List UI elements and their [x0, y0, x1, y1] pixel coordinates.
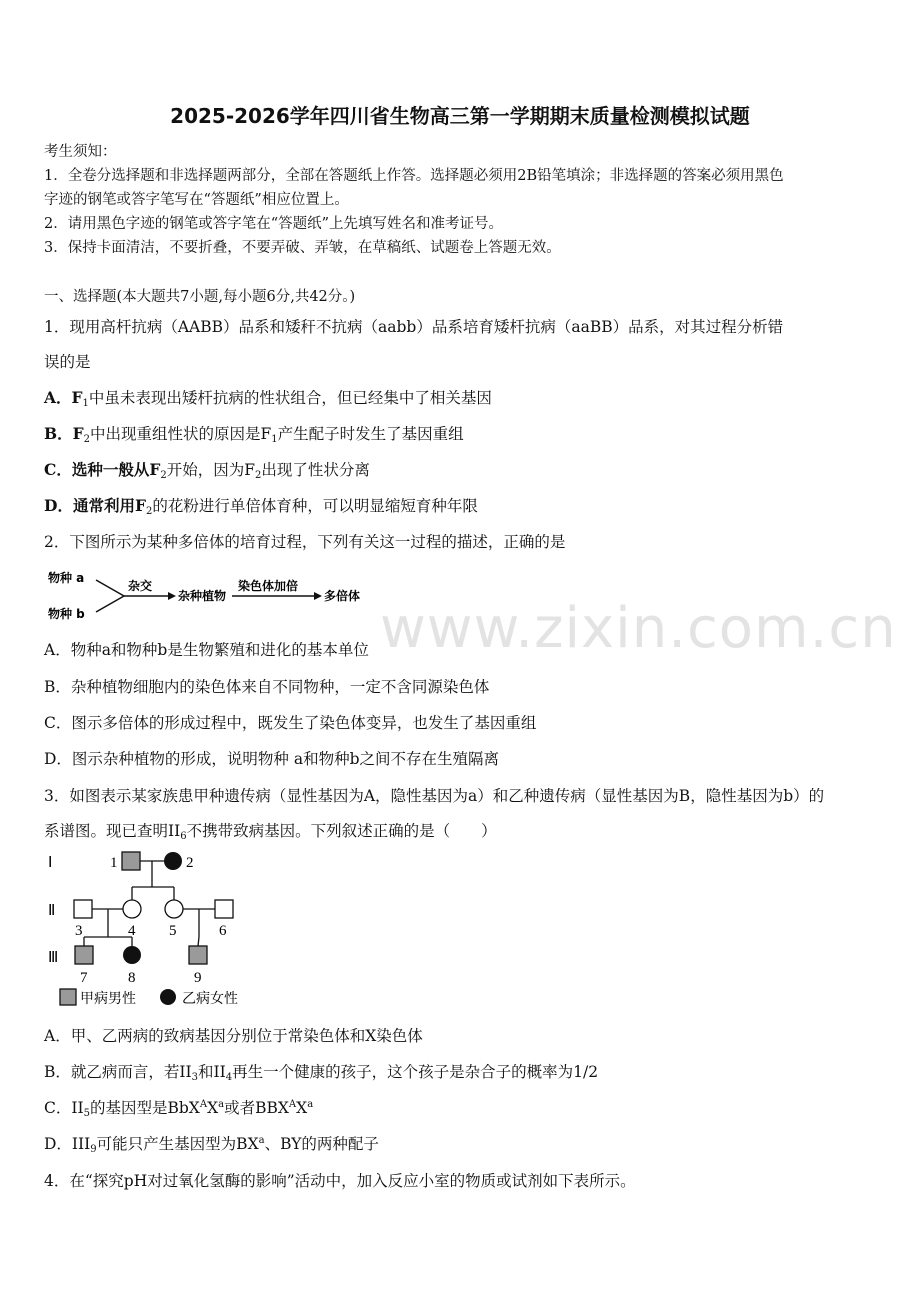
- q3-option-a: A．甲、乙两病的致病基因分别位于常染色体和X染色体: [44, 1027, 423, 1045]
- species-b-label: 物种 b: [48, 607, 85, 621]
- individual-number: 1: [110, 855, 118, 871]
- notice-item: 1．全卷分选择题和非选择题两部分，全部在答题纸上作答。选择题必须用2B铅笔填涂；非选择题的答案必须用黑色: [44, 168, 784, 184]
- q2-option-a: A．物种a和物种b是生物繁殖和进化的基本单位: [44, 641, 369, 659]
- q1-option-d: D．通常利用$F_2$的花粉进行单倍体育种，可以明显缩短育种年限: [44, 496, 478, 517]
- q1-stem: 误的是: [44, 353, 91, 371]
- section-heading: 一、选择题(本大题共7小题,每小题6分,共42分。): [44, 289, 356, 305]
- q2-option-c: C．图示多倍体的形成过程中，既发生了染色体变异，也发生了基因重组: [44, 714, 537, 732]
- q3-stem: 3．如图表示某家族患甲种遗传病（显性基因为A，隐性基因为a）和乙种遗传病（显性基因为B，隐性基因为b）的: [44, 787, 825, 805]
- legend-affected-male-label: 甲病男性: [80, 991, 136, 1007]
- notice-item: 字迹的钢笔或答字笔写在“答题纸”相应位置上。: [44, 192, 349, 208]
- q1-option-a: A．$F_1$中虽未表现出矮杆抗病的性状组合，但已经集中了相关基因: [44, 388, 492, 409]
- q2-option-b: B．杂种植物细胞内的染色体来自不同物种，一定不含同源染色体: [44, 678, 490, 696]
- individual-number: 8: [128, 970, 136, 986]
- q1-option-b: B．$F_2$中出现重组性状的原因是$F_1$产生配子时发生了基因重组: [44, 424, 464, 445]
- individual-number: 5: [169, 923, 177, 939]
- cross-label: 杂交: [128, 579, 153, 593]
- individual-number: 4: [128, 923, 136, 939]
- generation-II-label: Ⅱ: [48, 903, 56, 919]
- individual-III7: [75, 946, 93, 964]
- q3-option-b: B．就乙病而言，若$II_3$和$II_4$再生一个健康的孩子，这个孩子是杂合子的概率为1/2: [44, 1063, 599, 1083]
- individual-number: 3: [75, 923, 83, 939]
- q4-stem: 4．在“探究pH对过氧化氢酶的影响”活动中，加入反应小室的物质或试剂如下表所示。: [44, 1172, 636, 1190]
- q2-stem: 2．下图所示为某种多倍体的培育过程，下列有关这一过程的描述，正确的是: [44, 533, 566, 551]
- watermark: www.zixin.com.cn: [380, 596, 897, 661]
- q3-stem: 系谱图。现已查明$II_6$不携带致病基因。下列叙述正确的是（ ）: [44, 822, 497, 842]
- notice-item: 2．请用黑色字迹的钢笔或答字笔在“答题纸”上先填写姓名和准考证号。: [44, 216, 504, 232]
- legend-affected-male-icon: [60, 989, 76, 1005]
- individual-I1: [122, 852, 140, 870]
- page-title: 2025-2026学年四川省生物高三第一学期期末质量检测模拟试题: [170, 104, 750, 128]
- individual-number: 9: [194, 970, 202, 986]
- individual-number: 6: [219, 923, 227, 939]
- polyploid-label: 多倍体: [324, 589, 361, 603]
- individual-II6: [215, 900, 233, 918]
- individual-III9: [189, 946, 207, 964]
- notice-item: 3．保持卡面清洁，不要折叠，不要弄破、弄皱，在草稿纸、试题卷上答题无效。: [44, 240, 561, 256]
- generation-III-label: Ⅲ: [48, 950, 59, 966]
- legend-affected-female-label: 乙病女性: [182, 991, 238, 1007]
- individual-number: 7: [80, 970, 88, 986]
- individual-II4: [123, 900, 141, 918]
- legend-affected-female-icon: [160, 989, 176, 1005]
- species-a-label: 物种 a: [48, 571, 85, 585]
- q3-option-c: C．$II_5$的基因型是$BbX^AX^a$或者$BBX^AX^a$: [44, 1099, 314, 1119]
- q3-option-d: D．$III_9$可能只产生基因型为$BX^a$、BY的两种配子: [44, 1135, 379, 1155]
- notice-heading: 考生须知：: [44, 144, 117, 160]
- generation-I-label: Ⅰ: [48, 855, 53, 871]
- hybrid-label: 杂种植物: [178, 589, 227, 603]
- doubling-label: 染色体加倍: [238, 579, 299, 593]
- q1-option-c: C．选种一般从$F_2$开始，因为$F_2$出现了性状分离: [44, 460, 370, 481]
- individual-III8: [123, 946, 141, 964]
- q1-stem: 1．现用高杆抗病（AABB）品系和矮秆不抗病（aabb）品系培育矮杆抗病（aaBB）品系，对其过程分析错: [44, 318, 784, 336]
- individual-number: 2: [186, 855, 194, 871]
- individual-II5: [165, 900, 183, 918]
- polyploid-diagram: [44, 566, 384, 624]
- individual-I2: [164, 852, 182, 870]
- pedigree-chart: [44, 845, 274, 1015]
- q2-option-d: D．图示杂种植物的形成，说明物种 a和物种b之间不存在生殖隔离: [44, 750, 500, 768]
- individual-II3: [74, 900, 92, 918]
